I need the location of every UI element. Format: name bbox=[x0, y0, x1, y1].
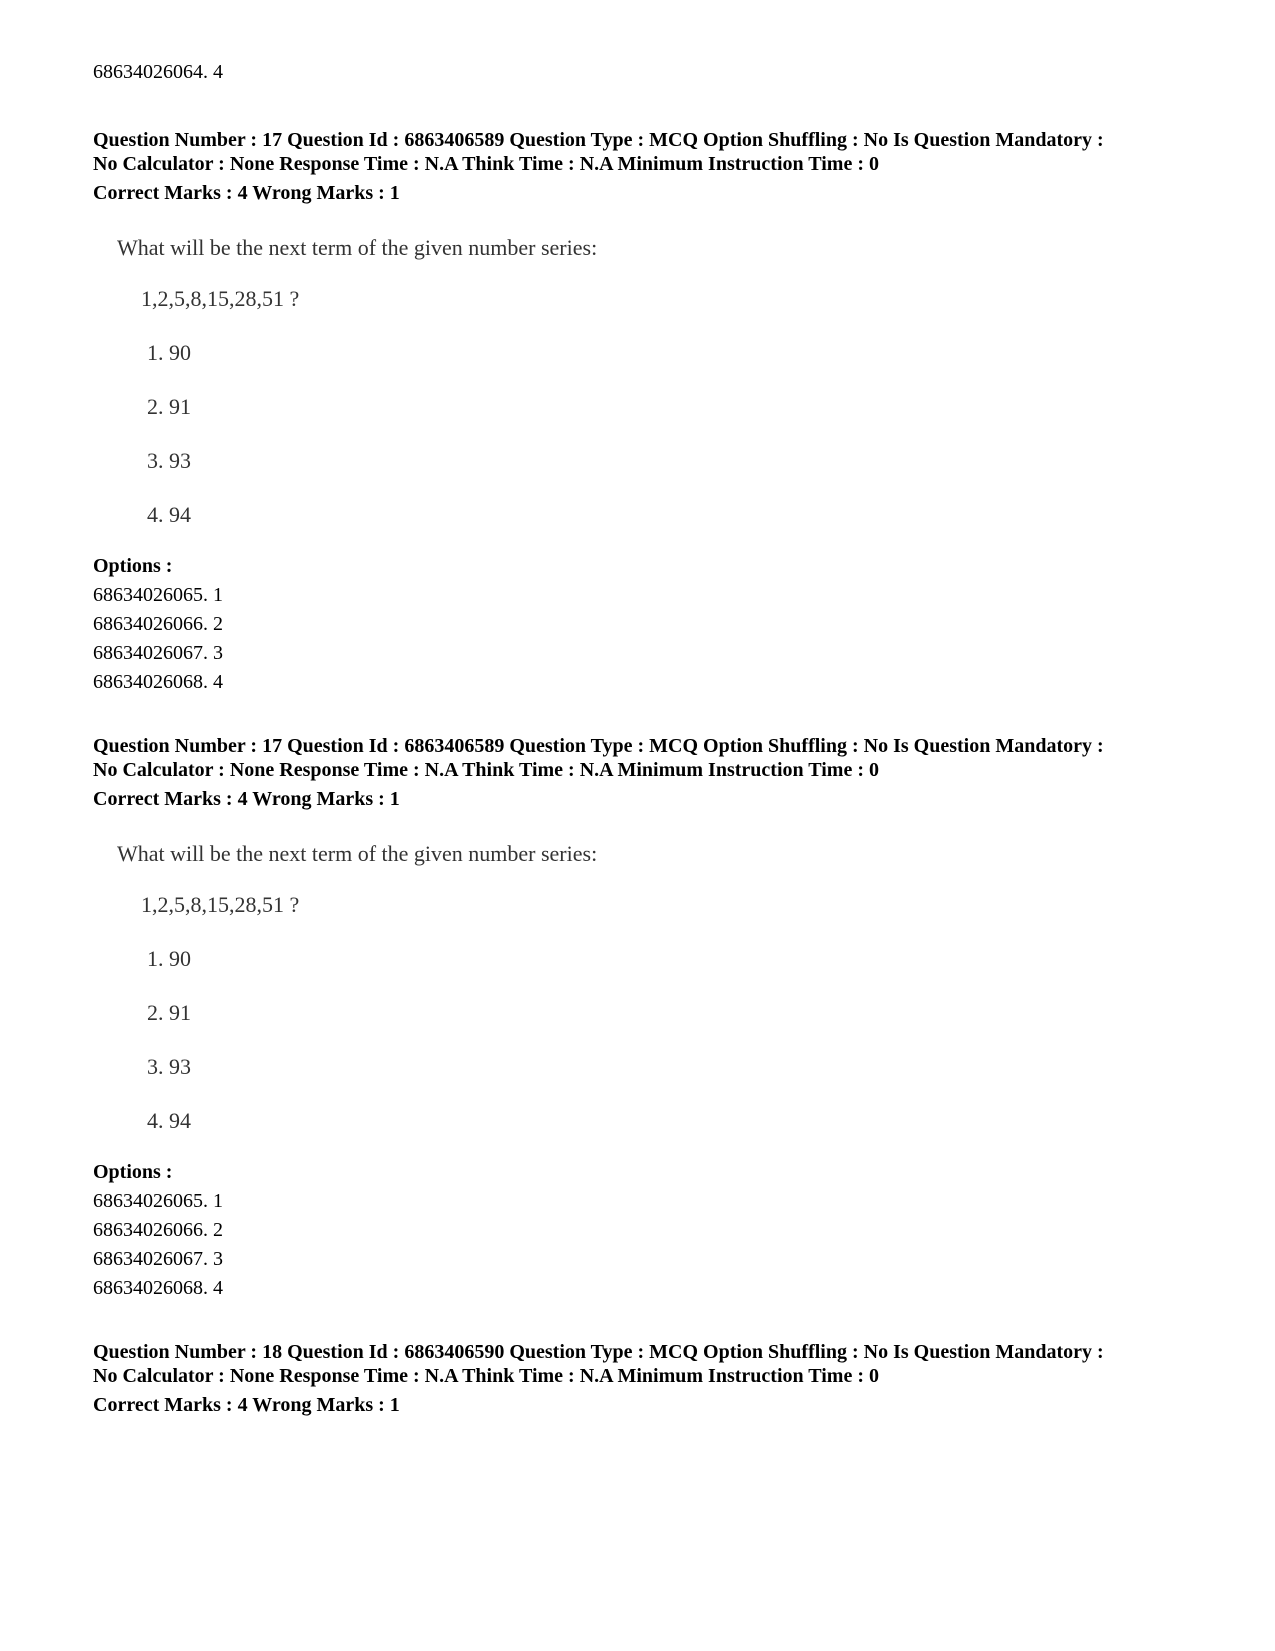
option-line: 68634026067. 3 bbox=[93, 1248, 223, 1270]
question-text: What will be the next term of the given number series: bbox=[117, 841, 598, 866]
choice-item: 3. 93 bbox=[147, 1054, 191, 1079]
question-header-line2: No Calculator : None Response Time : N.A Think Time : N.A Minimum Instruction Time : 0 bbox=[93, 153, 879, 175]
question-header-line2: No Calculator : None Response Time : N.A Think Time : N.A Minimum Instruction Time : 0 bbox=[93, 759, 879, 781]
question-header-line1: Question Number : 17 Question Id : 6863406589 Question Type : MCQ Option Shuffling : No Is Question Mandatory : bbox=[93, 735, 1104, 757]
choice-item: 4. 94 bbox=[147, 502, 191, 527]
choice-item: 2. 91 bbox=[147, 394, 191, 419]
question-text: What will be the next term of the given number series: bbox=[117, 235, 598, 260]
question-header-line1: Question Number : 18 Question Id : 6863406590 Question Type : MCQ Option Shuffling : No Is Question Mandatory : bbox=[93, 1341, 1104, 1363]
option-line: 68634026064. 4 bbox=[93, 61, 223, 83]
choice-item: 1. 90 bbox=[147, 340, 191, 365]
options-label: Options : bbox=[93, 1161, 173, 1183]
number-series: 1,2,5,8,15,28,51 ? bbox=[141, 286, 300, 311]
number-series: 1,2,5,8,15,28,51 ? bbox=[141, 892, 300, 917]
option-line: 68634026065. 1 bbox=[93, 1190, 223, 1212]
option-line: 68634026065. 1 bbox=[93, 584, 223, 606]
question-marks: Correct Marks : 4 Wrong Marks : 1 bbox=[93, 1394, 400, 1416]
option-line: 68634026066. 2 bbox=[93, 1219, 223, 1241]
choice-item: 1. 90 bbox=[147, 946, 191, 971]
option-line: 68634026068. 4 bbox=[93, 671, 223, 693]
question-marks: Correct Marks : 4 Wrong Marks : 1 bbox=[93, 788, 400, 810]
choice-item: 4. 94 bbox=[147, 1108, 191, 1133]
question-header-line2: No Calculator : None Response Time : N.A Think Time : N.A Minimum Instruction Time : 0 bbox=[93, 1365, 879, 1387]
question-header-line1: Question Number : 17 Question Id : 6863406589 Question Type : MCQ Option Shuffling : No Is Question Mandatory : bbox=[93, 129, 1104, 151]
options-label: Options : bbox=[93, 555, 173, 577]
choice-item: 3. 93 bbox=[147, 448, 191, 473]
option-line: 68634026066. 2 bbox=[93, 613, 223, 635]
question-marks: Correct Marks : 4 Wrong Marks : 1 bbox=[93, 182, 400, 204]
option-line: 68634026068. 4 bbox=[93, 1277, 223, 1299]
option-line: 68634026067. 3 bbox=[93, 642, 223, 664]
choice-item: 2. 91 bbox=[147, 1000, 191, 1025]
